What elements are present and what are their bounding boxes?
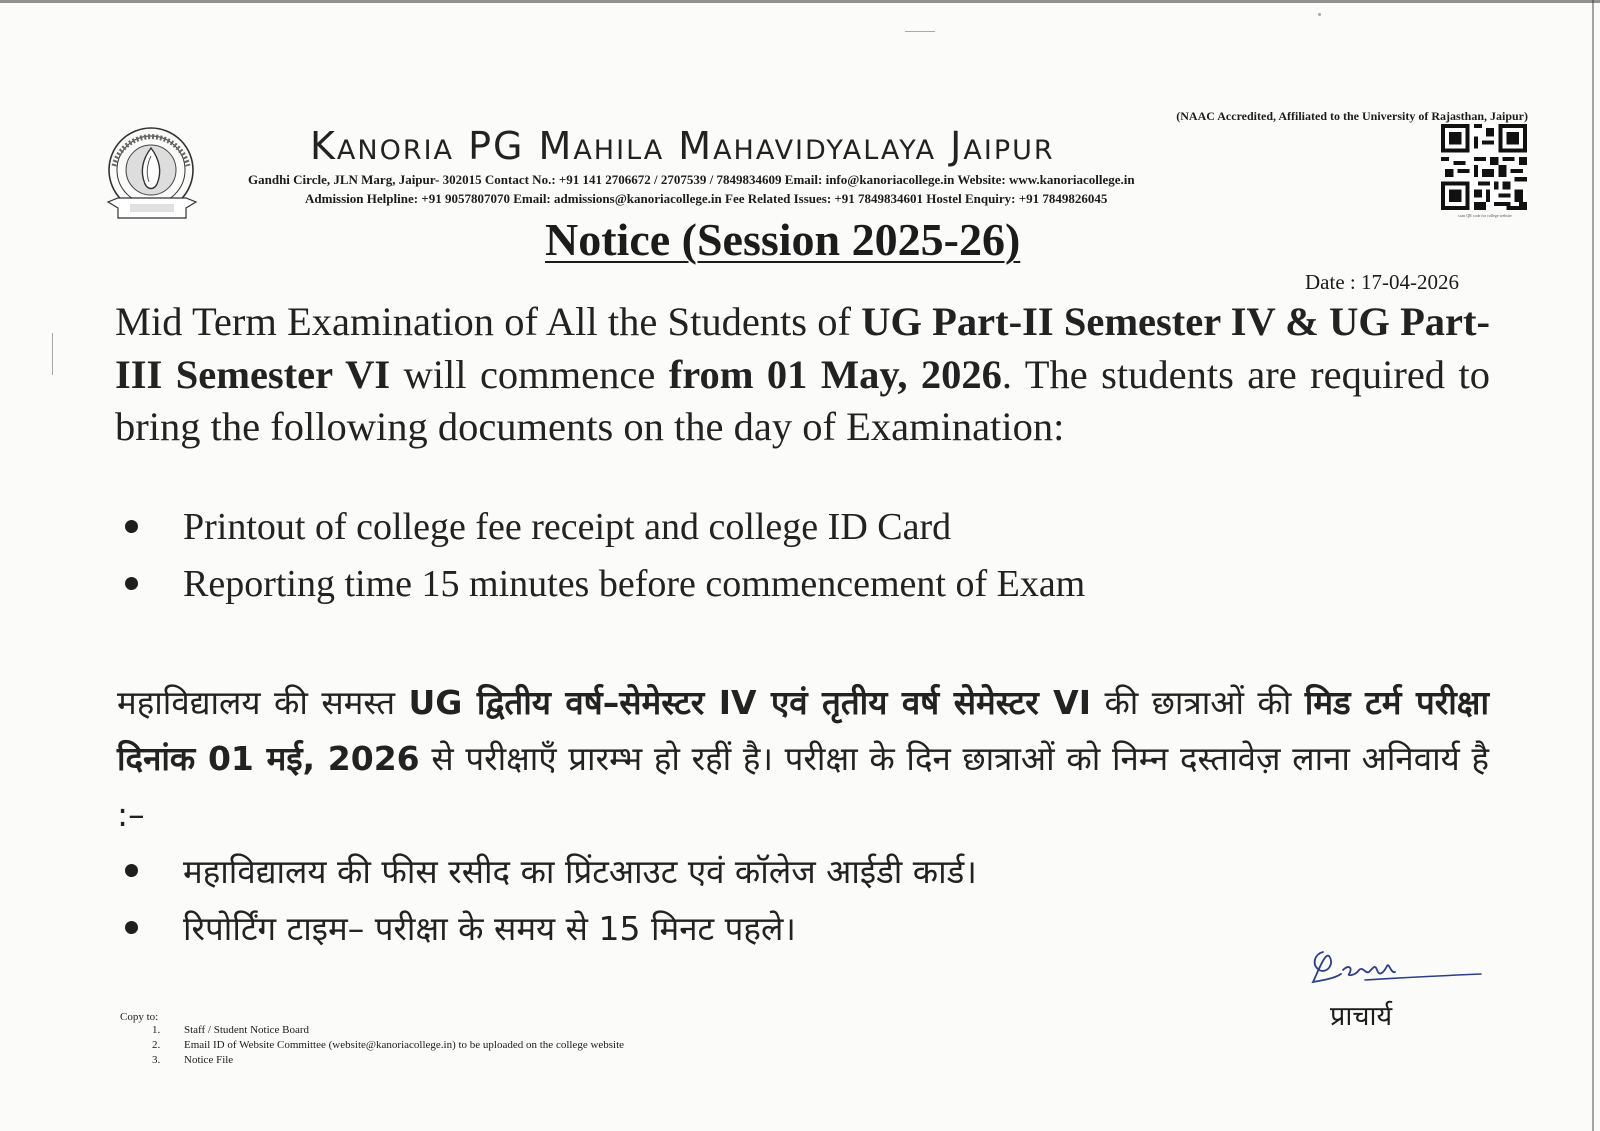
notice-title: Notice (Session 2025-26): [545, 214, 1021, 265]
english-bullet-text: Reporting time 15 minutes before commencement of Exam: [183, 563, 1086, 605]
copy-to-text: Email ID of Website Committee (website@kanoriacollege.in) to be uploaded on the college website: [184, 1039, 625, 1051]
accreditation-text: (NAAC Accredited, Affiliated to the University of Rajasthan, Jaipur): [1176, 109, 1528, 123]
english-bullet-item: [125, 562, 1085, 606]
copy-to-number: 3.: [152, 1054, 161, 1066]
contact-line-1: Gandhi Circle, JLN Marg, Jaipur- 302015 Contact No.: +91 141 2706672 / 2707539 / 7849834609 Email: info@kanoriacollege.in Website: www.kanoriacollege.in: [248, 172, 1135, 187]
copy-to-text: Staff / Student Notice Board: [184, 1024, 310, 1036]
english-class-highlight: UG Part-II Semester IV & UG Part-III Semester VI: [115, 299, 1491, 397]
college-name: Kanoria PG Mahila Mahavidyalaya Jaipur: [310, 124, 1055, 168]
hindi-bullet-text: महाविद्यालय की फीस रसीद का प्रिंटआउट एवं कॉलेज आईडी कार्ड।: [183, 852, 977, 891]
english-text: Mid Term Examination of All the Students of: [115, 299, 862, 344]
copy-to-number: 1.: [152, 1024, 161, 1036]
qr-caption: scan QR code for college website: [1458, 213, 1512, 218]
principal-title: प्राचार्य: [1330, 1001, 1393, 1032]
hindi-date-highlight: मिड टर्म परीक्षा दिनांक 01 मई, 2026: [117, 683, 1489, 778]
qr-code-icon: [1440, 124, 1528, 210]
hindi-text: से परीक्षाएँ प्रारम्भ हो रहीं है। परीक्षा के दिन छात्राओं को निम्न दस्तावेज़ लाना अनिवार्य है :–: [117, 739, 1490, 834]
copy-to-item: [152, 1024, 309, 1036]
bullet-icon: [125, 520, 138, 533]
scan-edge-top: [0, 0, 1600, 3]
copy-to-item: [152, 1054, 233, 1066]
bullet-icon: [125, 577, 138, 590]
notice-date: Date : 17-04-2026: [1305, 270, 1459, 294]
scan-speck: [905, 31, 935, 32]
english-text: . The students are required to bring the following documents on the day of Examination:: [115, 351, 1490, 449]
scan-speck: [1318, 13, 1321, 16]
hindi-bullet-item: [125, 905, 796, 950]
copy-to-label: Copy to:: [120, 1011, 159, 1023]
scan-speck: [52, 333, 53, 375]
english-bullet-item: [125, 505, 951, 549]
copy-to-text: Notice File: [184, 1054, 234, 1066]
college-emblem-icon: [100, 126, 204, 222]
english-bullet-text: Printout of college fee receipt and college ID Card: [183, 506, 952, 548]
hindi-notice-paragraph: [117, 675, 1489, 843]
hindi-text: की छात्राओं की: [1090, 683, 1305, 722]
hindi-bullet-item: [125, 848, 977, 893]
english-text: will commence: [390, 351, 669, 397]
hindi-class-highlight: UG द्वितीय वर्ष–सेमेस्टर IV एवं तृतीय वर्ष सेमेस्टर VI: [408, 683, 1091, 722]
bullet-icon: [125, 864, 138, 877]
bullet-icon: [125, 921, 138, 934]
contact-line-2: Admission Helpline: +91 9057807070 Email: admissions@kanoriacollege.in Fee Related Issues: +91 7849834601 Hostel Enquiry: +91 7849826045: [305, 191, 1108, 206]
english-date-highlight: from 01 May, 2026: [668, 351, 1002, 397]
scan-edge-right: [1592, 0, 1594, 1131]
handwritten-signature-icon: [1305, 944, 1485, 990]
hindi-text: महाविद्यालय की समस्त: [117, 683, 409, 722]
english-notice-paragraph: [115, 296, 1490, 454]
hindi-bullet-text: रिपोर्टिंग टाइम– परीक्षा के समय से 15 मिनट पहले।: [183, 909, 796, 948]
copy-to-number: 2.: [152, 1039, 161, 1051]
copy-to-item: [152, 1039, 624, 1051]
